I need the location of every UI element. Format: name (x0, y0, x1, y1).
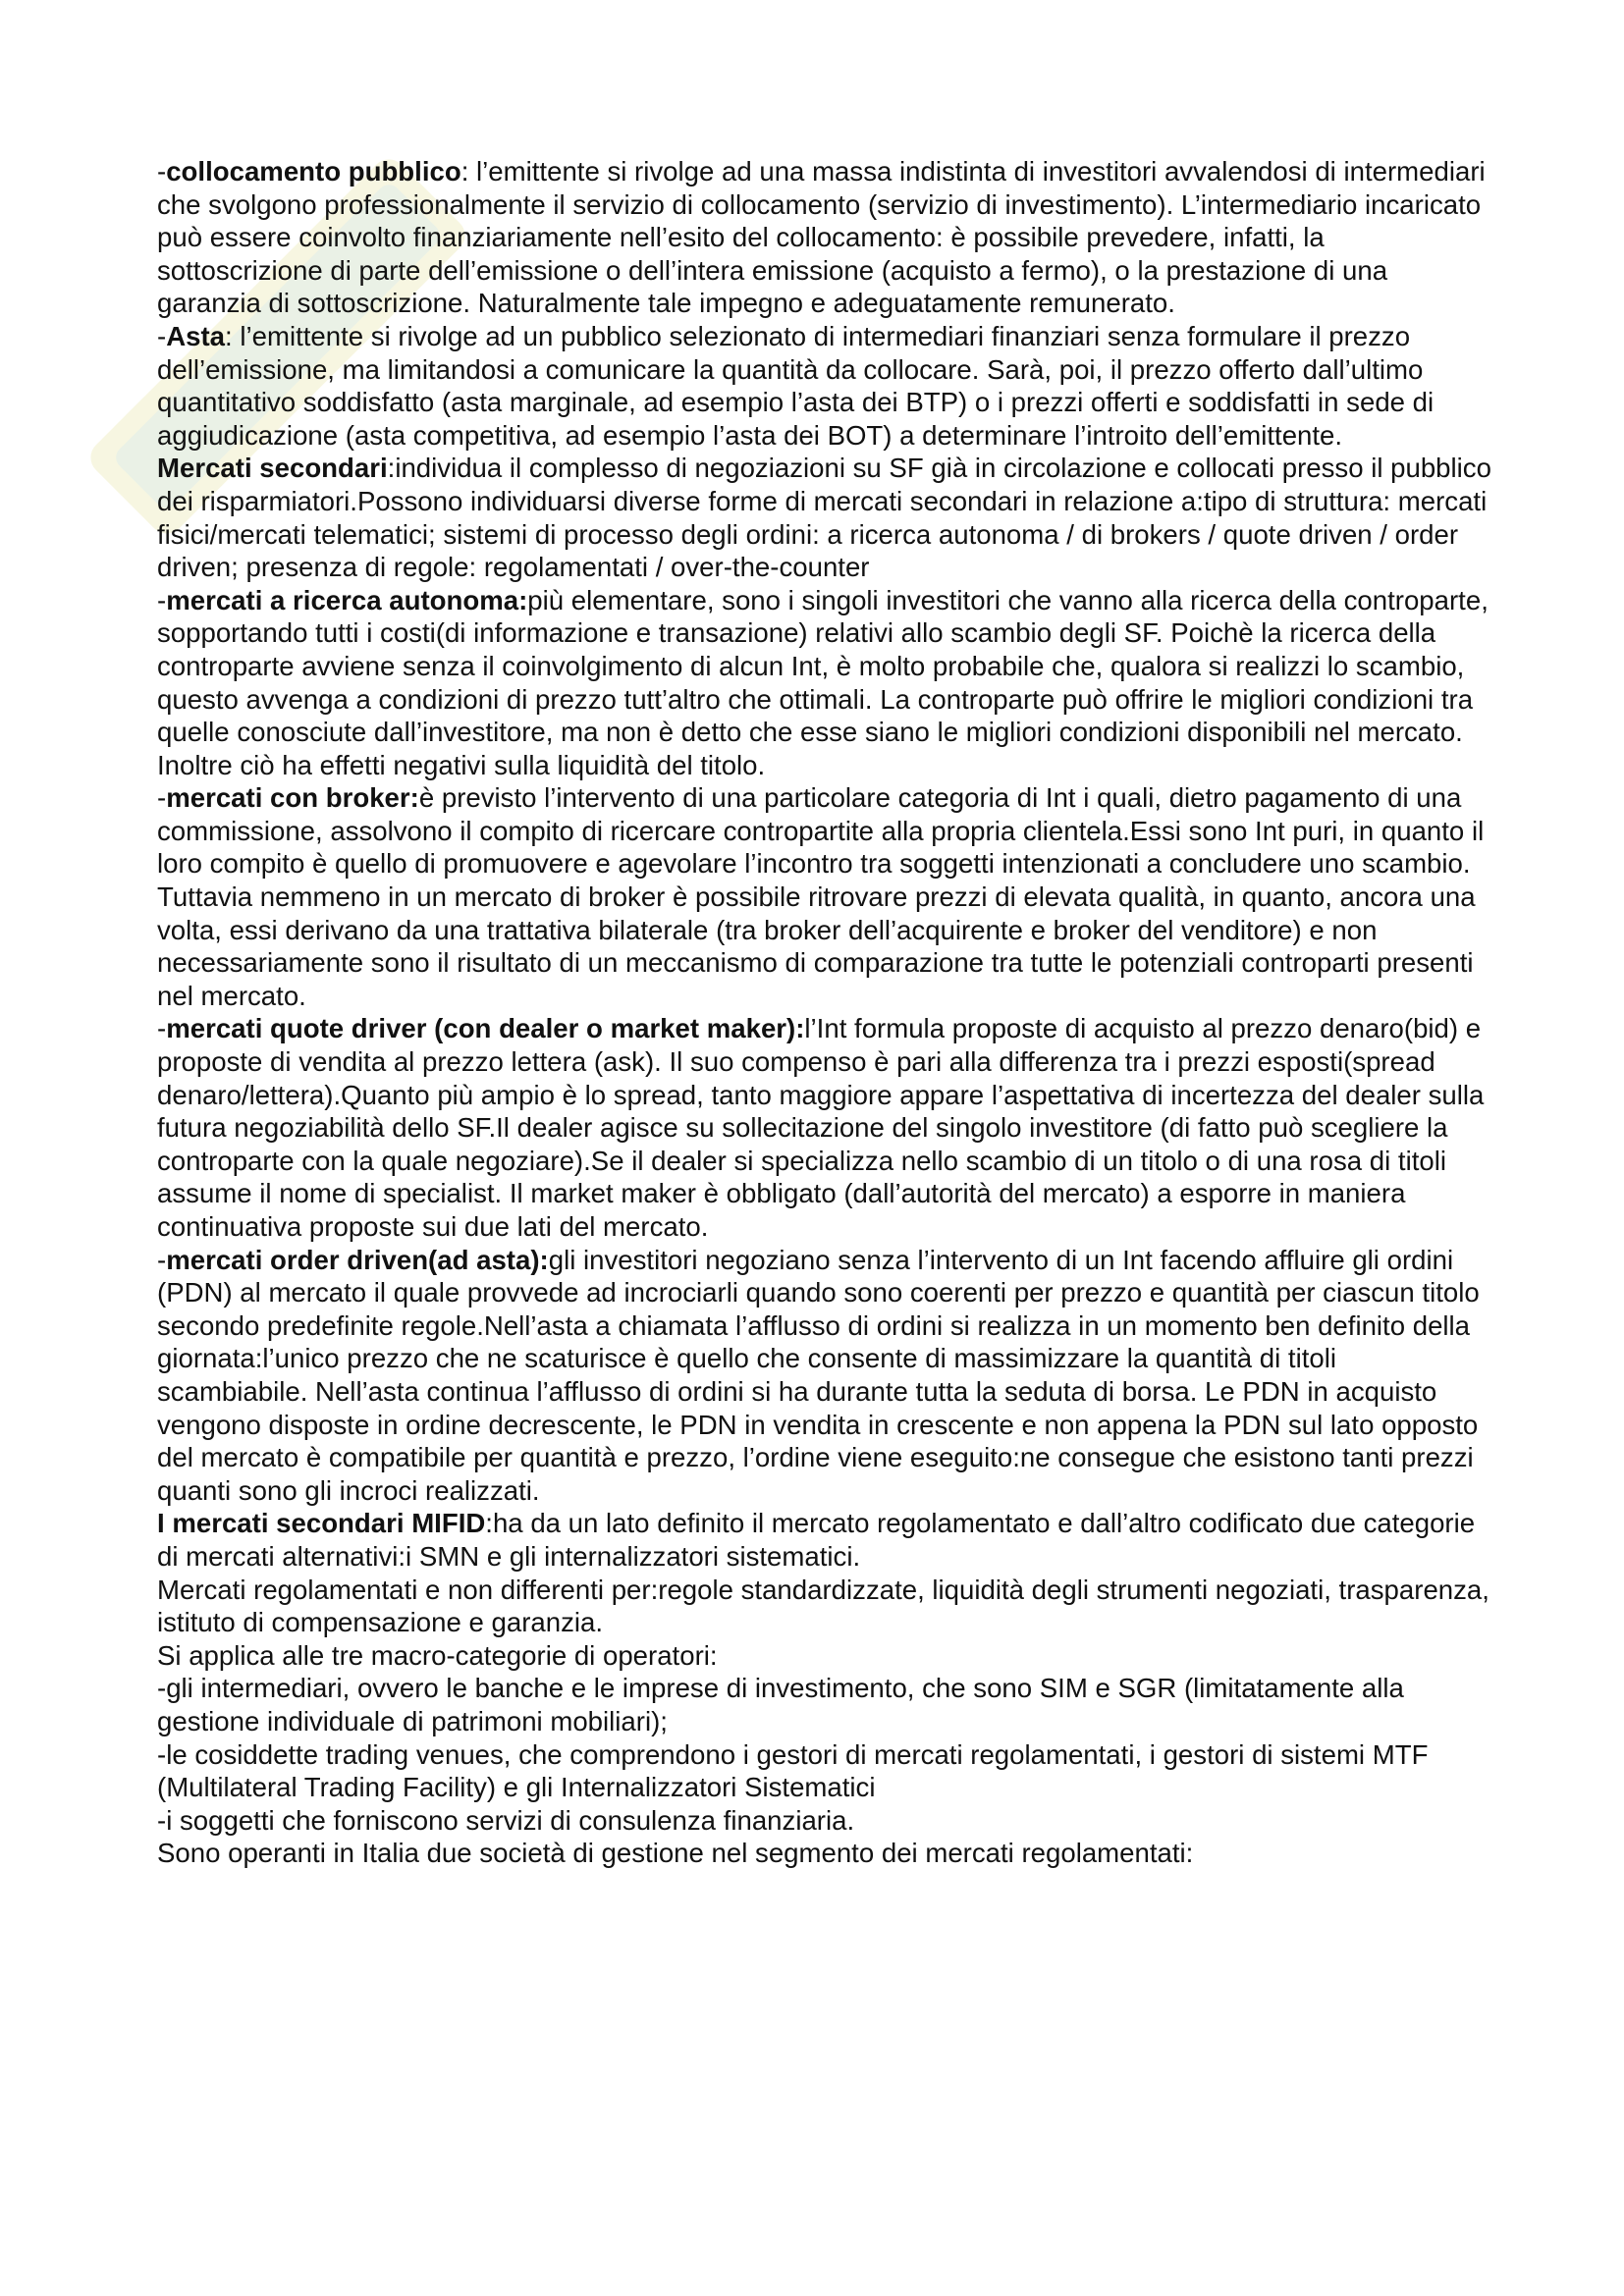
paragraph (157, 1507, 1492, 1573)
paragraph-text: :ha da un lato definito il mercato regolamentato e dall’altro codificato due categorie di mercati alternativi:i SMN e gli internalizzatori sistematici. (157, 1508, 1476, 1572)
paragraph-text: :individua il complesso di negoziazioni su SF già in circolazione e collocati presso il pubblico dei risparmiatori.Possono individuarsi diverse forme di mercati secondari in relazione a:tipo di struttura: mercati fisici/mercati telematici; sistemi di processo degli ordini: a ricerca autonoma / di brokers / quote driven / order driven; presenza di regole: regolamentati / over-the-counter (157, 453, 1491, 583)
paragraph (157, 1012, 1492, 1243)
paragraph (157, 1837, 1492, 1870)
paragraph-text: : l’emittente si rivolge ad un pubblico selezionato di intermediari finanziari senza formulare il prezzo dell’emissione, ma limitandosi a comunicare la quantità da collocare. Sarà, poi, il prezzo offerto dall’ultimo quantitativo soddisfatto (asta marginale, ad esempio l’asta dei BTP) o i prezzi offerti e soddisfatti in sede di aggiudicazione (asta competitiva, ad esempio l’asta dei BOT) a determinare l’introito dell’emittente. (157, 320, 1435, 451)
paragraph-text: -i soggetti che forniscono servizi di consulenza finanziaria. (157, 1804, 855, 1836)
paragraph-term: mercati a ricerca autonoma: (166, 584, 528, 615)
paragraph-text: Mercati regolamentati e non differenti per:regole standardizzate, liquidità degli strumenti negoziati, trasparenza, istituto di compensazione e garanzia. (157, 1574, 1489, 1638)
paragraph-text: è previsto l’intervento di una particolare categoria di Int i quali, dietro pagamento di una commissione, assolvono il compito di ricercare contropartite alla propria clientela.Essi sono Int puri, in quanto il loro compito è quello di promuovere e agevolare l’incontro tra soggetti intenzionati a concludere uno scambio. Tuttavia nemmeno in un mercato di broker è possibile ritrovare prezzi di elevata qualità, in quanto, ancora una volta, essi derivano da una trattativa bilaterale (tra broker dell’acquirente e broker del venditore) e non necessariamente sono il risultato di un meccanismo di comparazione tra tutte le potenziali controparti presenti nel mercato. (157, 782, 1485, 1011)
paragraph (157, 320, 1492, 452)
paragraph (157, 584, 1492, 782)
paragraph-lead: - (157, 320, 167, 351)
paragraph-term: mercati order driven(ad asta): (166, 1244, 549, 1275)
paragraph (157, 781, 1492, 1012)
paragraph-lead: - (157, 156, 167, 187)
paragraph-lead: - (157, 584, 167, 615)
paragraph (157, 1574, 1492, 1639)
paragraph-lead: - (157, 1244, 167, 1275)
paragraph-text: Si applica alle tre macro-categorie di operatori: (157, 1639, 718, 1671)
document-body (157, 155, 1492, 1870)
paragraph-term: mercati con broker: (166, 782, 419, 814)
paragraph-lead: - (157, 782, 167, 814)
paragraph-text: più elementare, sono i singoli investitori che vanno alla ricerca della controparte, sopportando tutti i costi(di informazione e transazione) relativi allo scambio degli SF. Poichè la ricerca della controparte avviene senza il coinvolgimento di alcun Int, è molto probabile che, qualora si realizzi lo scambio, questo avvenga a condizioni di prezzo tutt’altro che ottimali. La controparte può offrire le migliori condizioni tra quelle conosciute dall’investitore, ma non è detto che esse siano le migliori condizioni disponibili nel mercato. Inoltre ciò ha effetti negativi sulla liquidità del titolo. (157, 584, 1489, 780)
paragraph-text: -le cosiddette trading venues, che comprendono i gestori di mercati regolamentati, i gestori di sistemi MTF (Multilateral Trading Facility) e gli Internalizzatori Sistematici (157, 1738, 1429, 1803)
paragraph-text: -gli intermediari, ovvero le banche e le imprese di investimento, che sono SIM e SGR (limitatamente alla gestione individuale di patrimoni mobiliari); (157, 1673, 1404, 1736)
paragraph (157, 1672, 1492, 1737)
paragraph (157, 155, 1492, 320)
paragraph (157, 1738, 1492, 1804)
paragraph-term: Mercati secondari (157, 453, 388, 484)
paragraph (157, 452, 1492, 583)
paragraph-term: Asta (166, 320, 226, 351)
paragraph-text: : l’emittente si rivolge ad una massa indistinta di investitori avvalendosi di intermediari che svolgono professionalmente il servizio di collocamento (servizio di investimento). L’intermediario incaricato può essere coinvolto finanziariamente nell’esito del collocamento: è possibile prevedere, infatti, la sottoscrizione di parte dell’emissione o dell’intera emissione (acquisto a fermo), o la prestazione di una garanzia di sottoscrizione. Naturalmente tale impegno e adeguatamente remunerato. (157, 156, 1486, 319)
paragraph (157, 1804, 1492, 1838)
paragraph-term: mercati quote driver (con dealer o market maker): (166, 1013, 805, 1044)
paragraph-text: Sono operanti in Italia due società di gestione nel segmento dei mercati regolamentati: (157, 1838, 1194, 1869)
paragraph-term: I mercati secondari MIFID (157, 1508, 486, 1539)
paragraph (157, 1244, 1492, 1508)
paragraph-lead: - (157, 1013, 167, 1044)
paragraph-term: collocamento pubblico (166, 156, 461, 187)
paragraph (157, 1639, 1492, 1673)
paragraph-text: gli investitori negoziano senza l’intervento di un Int facendo affluire gli ordini (PDN) al mercato il quale provvede ad incrociarli quando sono coerenti per prezzo e quantità per ciascun titolo secondo predefinite regole.Nell’asta a chiamata l’afflusso di ordini si realizza in un momento ben definito della giornata:l’unico prezzo che ne scaturisce è quello che consente di massimizzare la quantità di titoli scambiabile. Nell’asta continua l’afflusso di ordini si ha durante tutta la seduta di borsa. Le PDN in acquisto vengono disposte in ordine decrescente, le PDN in vendita in crescente e non appena la PDN sul lato opposto del mercato è compatibile per quantità e prezzo, l’ordine viene eseguito:ne consegue che esistono tanti prezzi quanti sono gli incroci realizzati. (157, 1244, 1480, 1506)
paragraph-text: l’Int formula proposte di acquisto al prezzo denaro(bid) e proposte di vendita al prezzo lettera (ask). Il suo compenso è pari alla differenza tra i prezzi esposti(spread denaro/lettera).Quanto più ampio è lo spread, tanto maggiore appare l’aspettativa di incertezza del dealer sulla futura negoziabilità dello SF.Il dealer agisce su sollecitazione del singolo investitore (di fatto può scegliere la controparte con la quale negoziare).Se il dealer si specializza nello scambio di un titolo o di una rosa di titoli assume il nome di specialist. Il market maker è obbligato (dall’autorità del mercato) a esporre in maniera continuativa proposte sui due lati del mercato. (157, 1013, 1485, 1242)
